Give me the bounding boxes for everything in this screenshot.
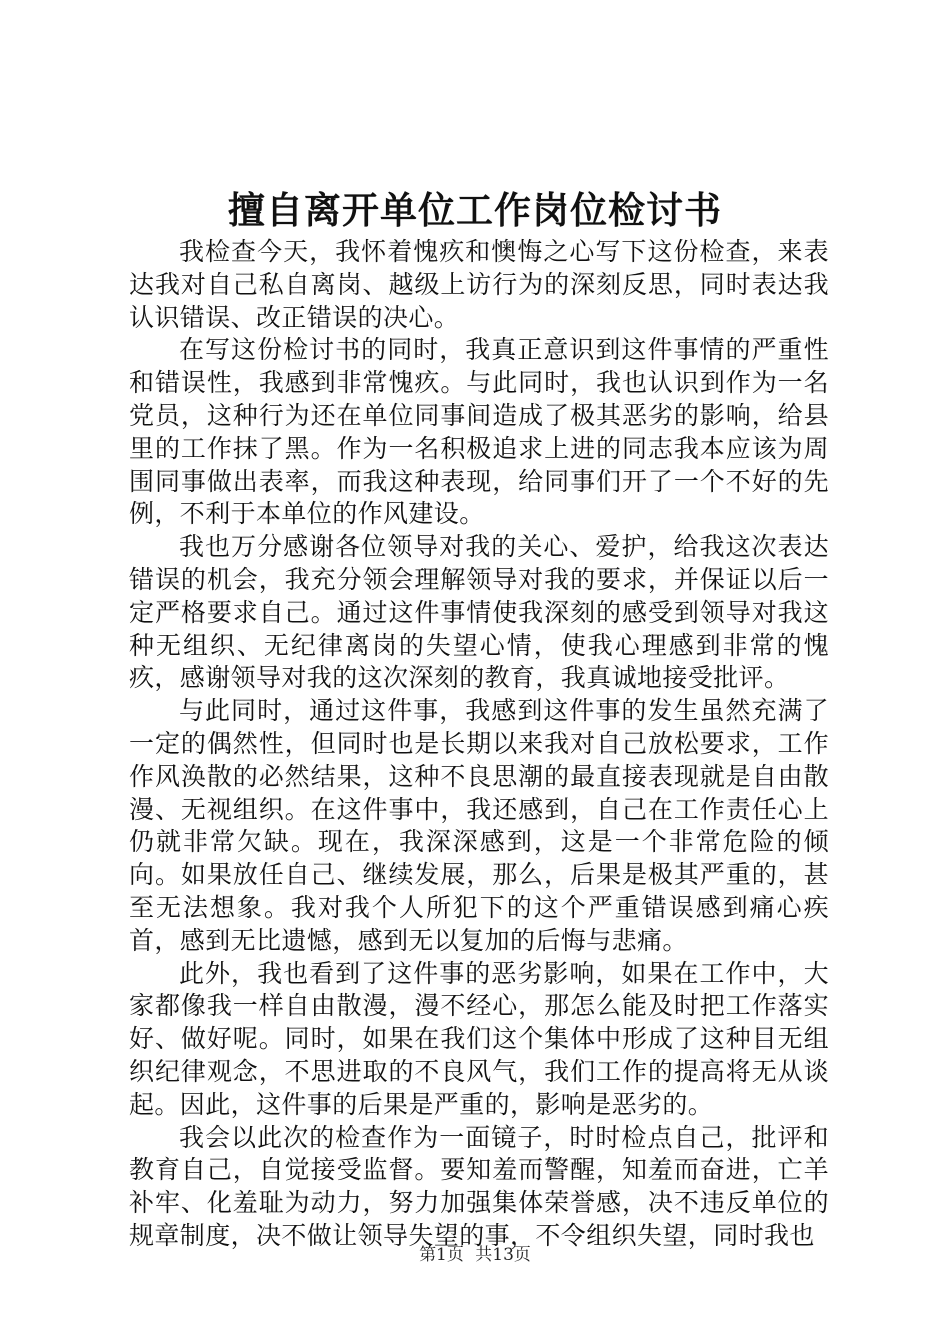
paragraph-6: 我会以此次的检查作为一面镜子，时时检点自己，批评和教育自己，自觉接受监督。要知羞而警醒，知羞而奋进，亡羊补牢、化羞耻为动力，努力加强集体荣誉感，决不违反单位的规章制度，决不做让领导失望的事，不令组织失望，同时我也 <box>129 1122 829 1250</box>
paragraph-1: 我检查今天，我怀着愧疚和懊悔之心写下这份检查，来表达我对自己私自离岗、越级上访行为的深刻反思，同时表达我认识错误、改正错误的决心。 <box>129 237 829 332</box>
paragraph-2: 在写这份检讨书的同时，我真正意识到这件事情的严重性和错误性，我感到非常愧疚。与此同时，我也认识到作为一名党员，这种行为还在单位同事间造成了极其恶劣的影响，给县里的工作抹了黑。作为一名积极追求上进的同志我本应该为周围同事做出表率，而我这种表现，给同事们开了一个不好的先例，不利于本单位的作风建设。 <box>129 335 829 529</box>
paragraph-3: 我也万分感谢各位领导对我的关心、爱护，给我这次表达错误的机会，我充分领会理解领导对我的要求，并保证以后一定严格要求自己。通过这件事情使我深刻的感受到领导对我这种无组织、无纪律离岗的失望心情，使我心理感到非常的愧疚，感谢领导对我的这次深刻的教育，我真诚地接受批评。 <box>129 532 829 693</box>
page-number-total: 共13页 <box>475 1245 531 1265</box>
paragraph-5: 此外，我也看到了这件事的恶劣影响，如果在工作中，大家都像我一样自由散漫，漫不经心，那怎么能及时把工作落实好、做好呢。同时，如果在我们这个集体中形成了这种目无组织纪律观念，不思进取的不良风气，我们工作的提高将无从谈起。因此，这件事的后果是严重的，影响是恶劣的。 <box>129 958 829 1119</box>
document-title: 擅自离开单位工作岗位检讨书 <box>228 188 722 232</box>
document-body <box>129 236 829 1253</box>
page-footer <box>0 1243 950 1267</box>
paragraph-4: 与此同时，通过这件事，我感到这件事的发生虽然充满了一定的偶然性，但同时也是长期以来我对自己放松要求，工作作风涣散的必然结果，这种不良思潮的最直接表现就是自由散漫、无视组织。在这件事中，我还感到，自己在工作责任心上仍就非常欠缺。现在，我深深感到，这是一个非常危险的倾向。如果放任自己、继续发展，那么，后果是极其严重的，甚至无法想象。我对我个人所犯下的这个严重错误感到痛心疾首，感到无比遗憾，感到无以复加的后悔与悲痛。 <box>129 696 829 955</box>
page-number-current: 第1页 <box>419 1245 464 1265</box>
